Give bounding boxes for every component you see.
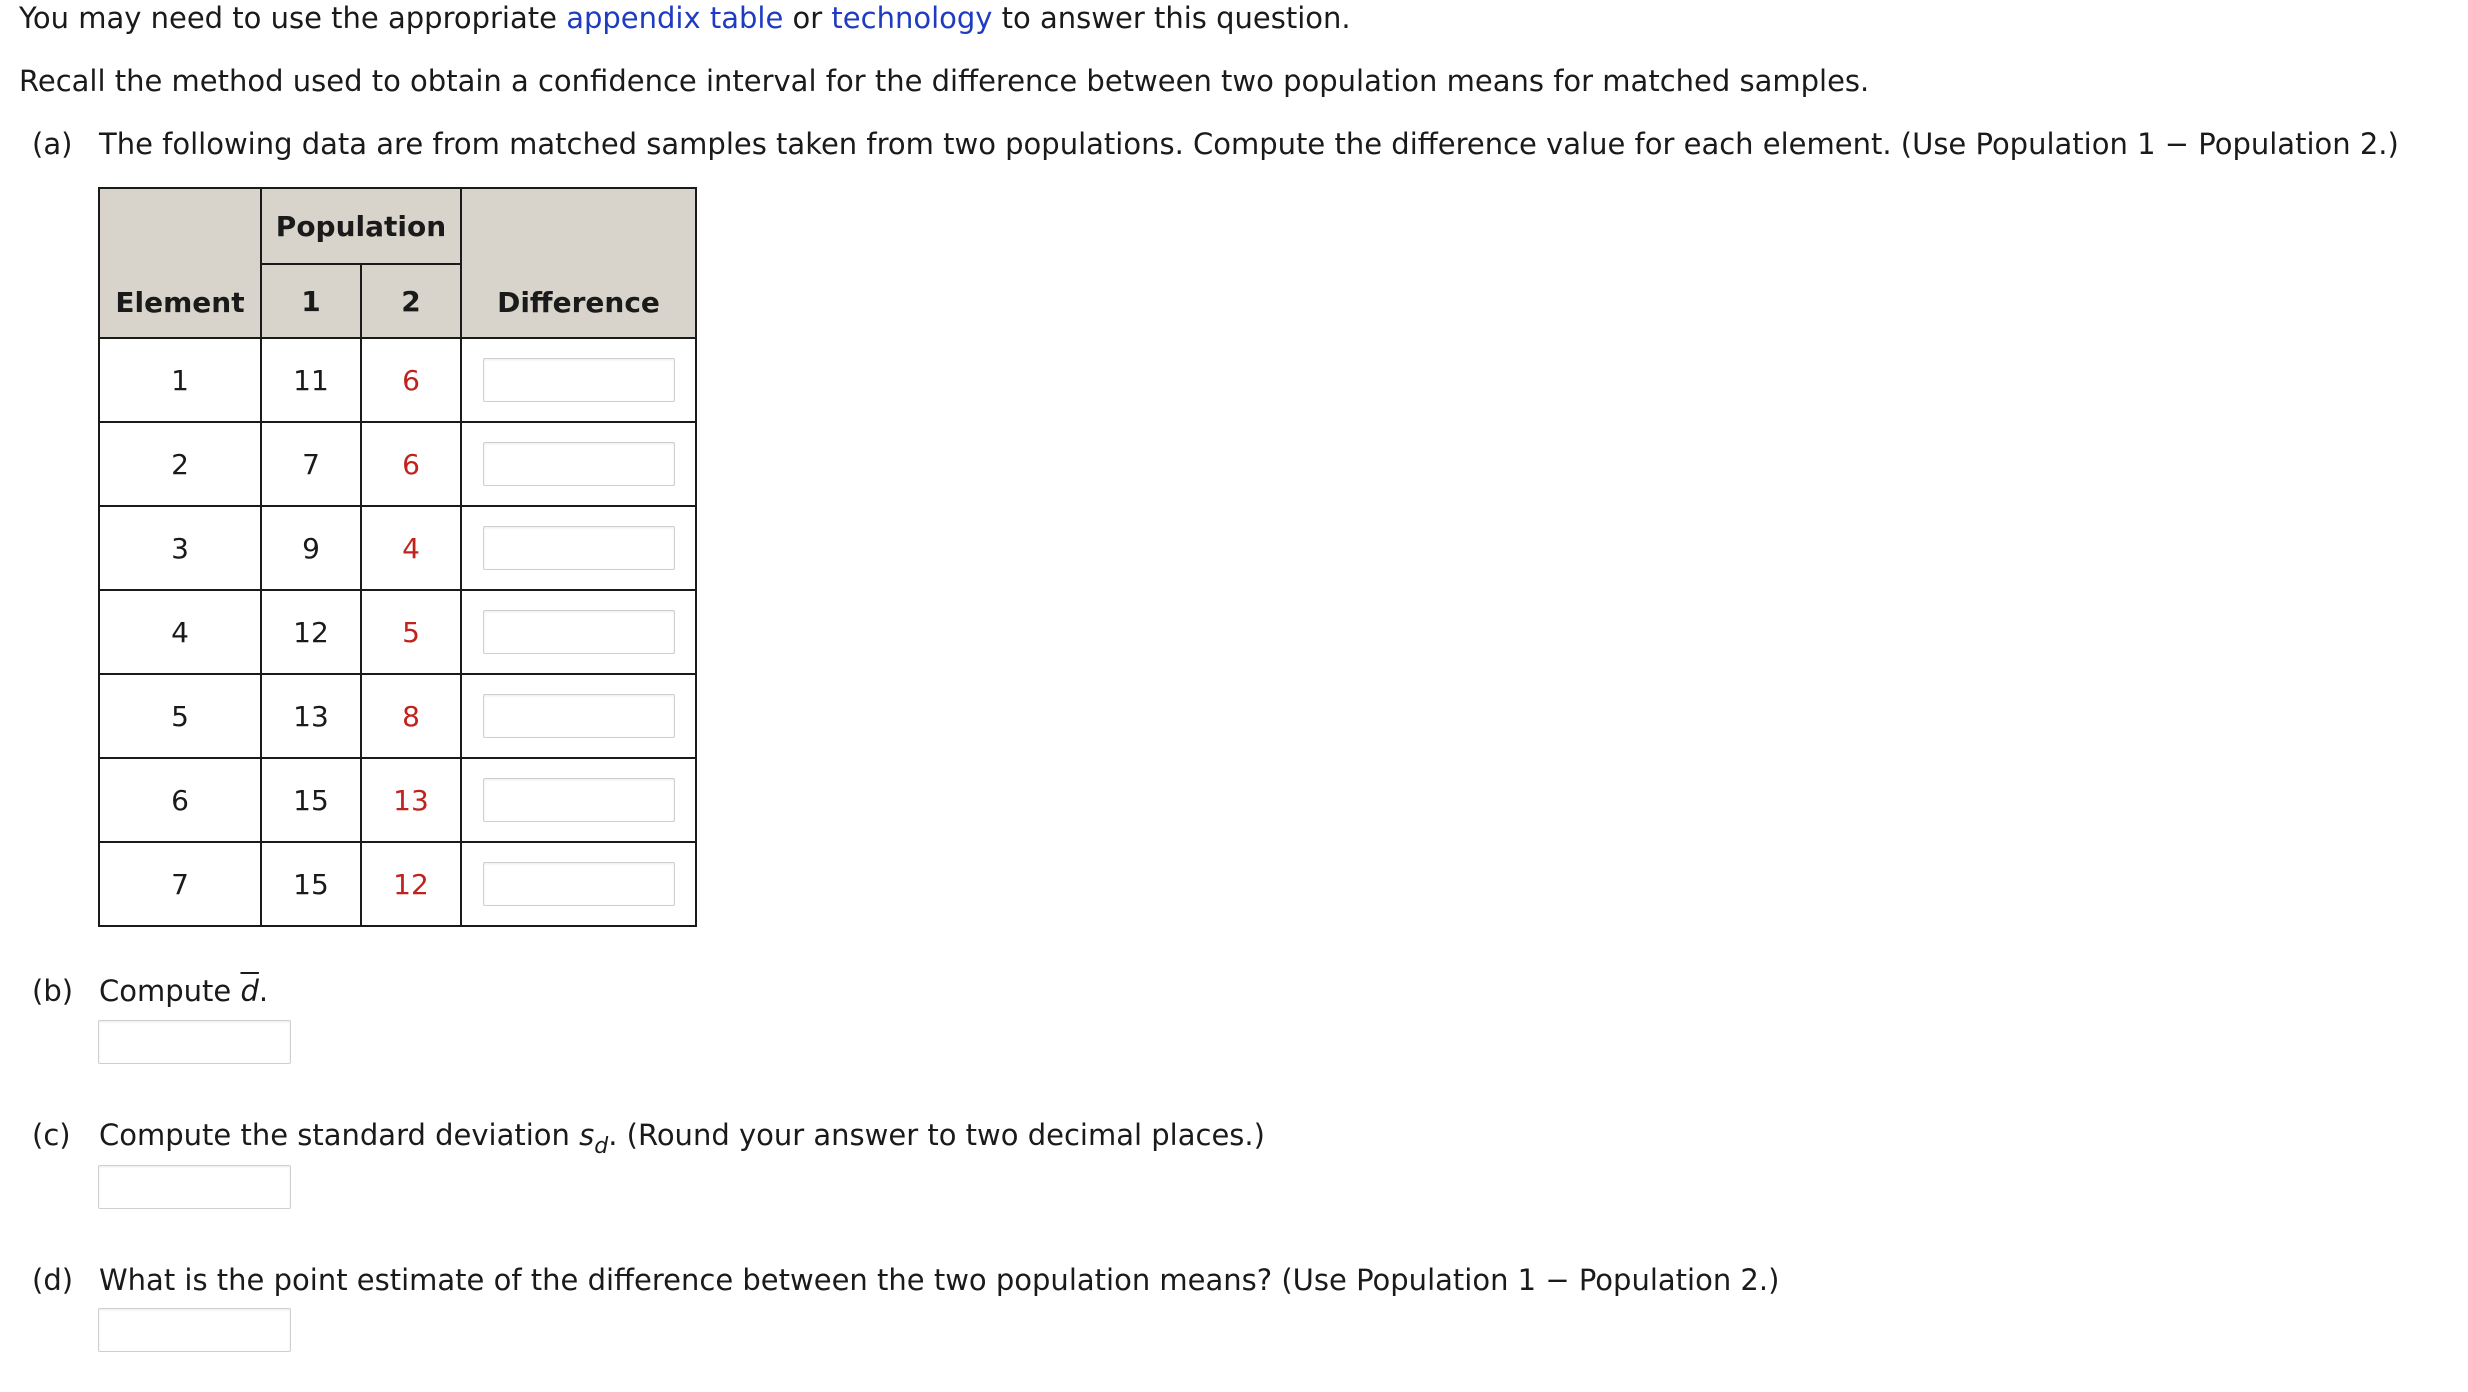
standard-deviation-input[interactable]: [98, 1165, 291, 1209]
population-1-cell: 9: [261, 506, 361, 590]
table-row: [99, 422, 696, 506]
part-d-question: [32, 1262, 1779, 1298]
difference-cell: [461, 422, 696, 506]
part-a-text: The following data are from matched samples taken from two populations. Compute the difference value for each element. (Use Population 1 − Population 2.): [99, 127, 2399, 161]
element-cell: 6: [99, 758, 261, 842]
population-1-cell: 13: [261, 674, 361, 758]
difference-header: Difference: [461, 188, 696, 338]
d-bar-symbol: $\overline{d}$: [240, 974, 259, 1008]
element-header: Element: [99, 188, 261, 338]
part-d-text: What is the point estimate of the difference between the two population means? (Use Population 1 − Population 2.): [99, 1263, 1780, 1297]
part-b-question: [32, 973, 268, 1009]
difference-input[interactable]: [483, 694, 675, 738]
element-cell: 1: [99, 338, 261, 422]
intro-suffix: to answer this question.: [992, 1, 1351, 35]
part-c-text: Compute the standard deviation: [99, 1118, 580, 1152]
part-b-end: .: [258, 974, 269, 1008]
element-cell: 2: [99, 422, 261, 506]
difference-input[interactable]: [483, 526, 675, 570]
population-1-cell: 12: [261, 590, 361, 674]
population-1-cell: 15: [261, 842, 361, 926]
difference-cell: [461, 338, 696, 422]
population-1-cell: 11: [261, 338, 361, 422]
population-header: Population: [261, 188, 461, 264]
population-1-cell: 7: [261, 422, 361, 506]
population-2-cell: 12: [361, 842, 461, 926]
intro-prefix: You may need to use the appropriate: [19, 1, 567, 35]
element-cell: 5: [99, 674, 261, 758]
difference-input[interactable]: [483, 610, 675, 654]
part-b-label: (b): [32, 974, 74, 1008]
element-cell: 7: [99, 842, 261, 926]
part-c-label: (c): [32, 1118, 71, 1152]
difference-cell: [461, 842, 696, 926]
table-row: [99, 674, 696, 758]
difference-cell: [461, 758, 696, 842]
intro-text: [19, 0, 1351, 36]
part-a-label: (a): [32, 127, 73, 161]
table-row: [99, 338, 696, 422]
d-bar-input[interactable]: [98, 1020, 291, 1064]
population-1-cell: 15: [261, 758, 361, 842]
population-2-cell: 6: [361, 338, 461, 422]
population-2-cell: 13: [361, 758, 461, 842]
table-row: [99, 506, 696, 590]
population-2-cell: 5: [361, 590, 461, 674]
element-cell: 4: [99, 590, 261, 674]
part-b-text: Compute: [99, 974, 241, 1008]
matched-samples-table: [98, 187, 697, 927]
table-row: [99, 758, 696, 842]
difference-cell: [461, 590, 696, 674]
part-a-question: [32, 126, 2399, 162]
population-2-cell: 6: [361, 422, 461, 506]
difference-input[interactable]: [483, 862, 675, 906]
difference-input[interactable]: [483, 358, 675, 402]
population-2-header: 2: [361, 264, 461, 338]
sd-symbol: $s_d$: [579, 1118, 609, 1159]
part-c-end: . (Round your answer to two decimal places.): [608, 1118, 1265, 1152]
population-1-header: 1: [261, 264, 361, 338]
table-row: [99, 590, 696, 674]
population-2-cell: 8: [361, 674, 461, 758]
difference-cell: [461, 506, 696, 590]
difference-input[interactable]: [483, 442, 675, 486]
intro-middle: or: [783, 1, 832, 35]
difference-cell: [461, 674, 696, 758]
table-row: [99, 842, 696, 926]
appendix-table-link[interactable]: appendix table: [566, 1, 784, 35]
population-2-cell: 4: [361, 506, 461, 590]
technology-link[interactable]: technology: [831, 1, 993, 35]
recall-text: Recall the method used to obtain a confidence interval for the difference between two population means for matched samples.: [19, 64, 1870, 98]
part-c-question: [32, 1117, 1265, 1165]
point-estimate-input[interactable]: [98, 1308, 291, 1352]
difference-input[interactable]: [483, 778, 675, 822]
part-d-label: (d): [32, 1263, 74, 1297]
element-cell: 3: [99, 506, 261, 590]
